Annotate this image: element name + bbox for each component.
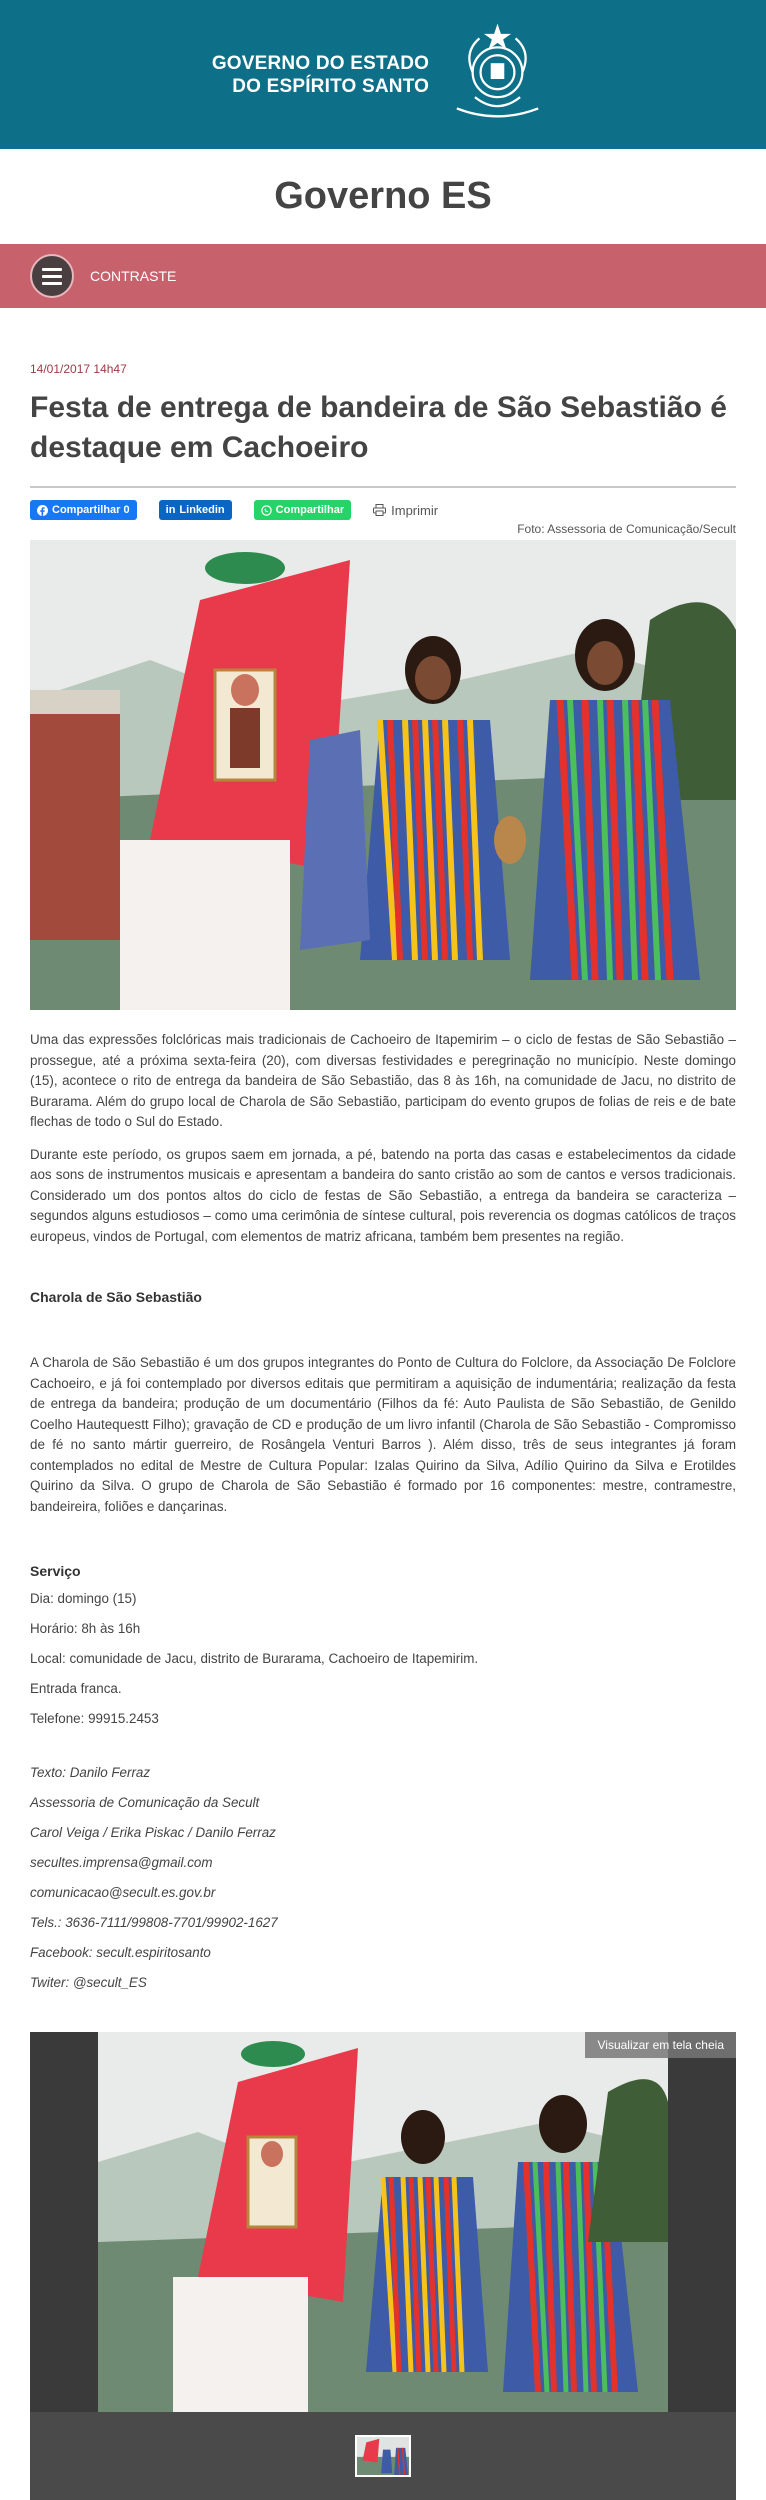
share-toolbar — [30, 500, 736, 520]
credit-twitter: Twiter: @secult_ES — [30, 1975, 147, 1990]
service-location: Local: comunidade de Jacu, distrito de Burarama, Cachoeiro de Itapemirim. — [30, 1651, 479, 1666]
article-title: Festa de entrega de bandeira de São Sebastião é destaque em Cachoeiro — [30, 391, 727, 464]
title-divider — [30, 486, 736, 488]
article-body — [30, 1030, 736, 1247]
paragraph-2: Durante este período, os grupos saem em jornada, a pé, batendo na porta das casas e estabelecimentos da cidade aos sons de instrumentos musicais e apresentam a bandeira do santo cristão ao som de cantos e versos tradicionais. Considerado um dos pontos altos do ciclo de festas de São Sebastião, a entrega da bandeira se caracteriza – segundos alguns estudiosos – como uma cerimônia de síntese cultural, pois reverencia os dogmas católicos de traços europeus, vindos de Portugal, com elementos de matriz africana, também bem presentes na região. — [30, 1146, 736, 1244]
credit-email-2: comunicacao@secult.es.gov.br — [30, 1885, 216, 1900]
whatsapp-icon — [261, 505, 272, 516]
linkedin-icon: in — [165, 504, 176, 516]
festival-photo-illustration — [30, 540, 736, 1010]
contrast-toggle[interactable]: CONTRASTE — [90, 268, 177, 284]
photo-gallery — [30, 2032, 736, 2500]
hamburger-icon[interactable] — [30, 254, 74, 298]
credit-email-1: secultes.imprensa@gmail.com — [30, 1855, 213, 1870]
state-government-logo-text[interactable] — [212, 52, 429, 98]
facebook-share-label: Compartilhar 0 — [52, 504, 130, 516]
linkedin-share-label: Linkedin — [179, 504, 225, 516]
site-title[interactable]: Governo ES — [274, 175, 492, 217]
service-entry: Entrada franca. — [30, 1681, 122, 1696]
facebook-icon — [37, 505, 48, 516]
service-day: Dia: domingo (15) — [30, 1591, 137, 1606]
gallery-thumbnail-strip — [30, 2412, 736, 2500]
credit-author: Texto: Danilo Ferraz — [30, 1765, 151, 1780]
credit-phones: Tels.: 3636-7111/99808-7701/99902-1627 — [30, 1915, 278, 1930]
gallery-thumbnail[interactable] — [355, 2435, 411, 2477]
facebook-share-button[interactable] — [30, 500, 137, 520]
service-heading: Serviço — [30, 1563, 81, 1579]
coat-of-arms-icon[interactable] — [441, 18, 554, 131]
article — [0, 362, 766, 2500]
charola-body — [30, 1353, 736, 1517]
whatsapp-share-label: Compartilhar — [275, 504, 345, 516]
credit-facebook: Facebook: secult.espiritosanto — [30, 1945, 211, 1960]
gallery-photo-illustration — [98, 2032, 668, 2412]
accessibility-bar — [0, 244, 766, 308]
article-credits — [30, 1763, 736, 1993]
linkedin-share-button[interactable] — [159, 500, 232, 520]
credit-names: Carol Veiga / Erika Piskac / Danilo Ferraz — [30, 1825, 276, 1840]
publish-date: 14/01/2017 14h47 — [30, 362, 127, 376]
photo-credit: Foto: Assessoria de Comunicação/Secult — [517, 522, 736, 536]
section-heading-charola: Charola de São Sebastião — [30, 1289, 202, 1305]
service-time: Horário: 8h às 16h — [30, 1621, 141, 1636]
thumbnail-illustration — [357, 2437, 409, 2475]
service-phone: Telefone: 99915.2453 — [30, 1711, 159, 1726]
whatsapp-share-button[interactable] — [254, 500, 351, 520]
article-main-photo[interactable] — [30, 540, 736, 1010]
printer-icon — [373, 504, 386, 516]
print-button[interactable] — [373, 503, 438, 518]
gov-line-2: DO ESPÍRITO SANTO — [232, 75, 430, 97]
credit-office: Assessoria de Comunicação da Secult — [30, 1795, 260, 1810]
gov-line-1: GOVERNO DO ESTADO — [211, 52, 430, 74]
site-header — [0, 0, 766, 149]
paragraph-1: Uma das expressões folclóricas mais tradicionais de Cachoeiro de Itapemirim – o ciclo de festas de São Sebastião – prossegue, até a próxima sexta-feira (20), com diversas festividades e peregrinação no município. Neste domingo (15), acontece o rito de entrega da bandeira de São Sebastião, das 8 às 16h, na comunidade de Jacu, no distrito de Burarama. Além do grupo local de Charola de São Sebastião, participam do evento grupos de folias de reis e de bate flechas de todo o Sul do Estado. — [30, 1032, 736, 1129]
charola-paragraph: A Charola de São Sebastião é um dos grupos integrantes do Ponto de Cultura do Folclore, da Associação De Folclore Cachoeiro, e já foi contemplado por diversos editais que permitiram a aquisição de indumentária; realização da festa de entrega da bandeira; produção de um documentário (Filhos da fé: Auto Paulista de São Sebastião, de Genildo Coelho Hautequestt Filho); gravação de CD e produção de um livro infantil (Charola de São Sebastião - Compromisso de fé no santo mártir guerreiro, de Rosângela Venturi Barros ). Além disso, três de seus integrantes já foram contemplados no edital de Mestre de Cultura Popular: Izalas Quirino da Silva, Adílio Quirino da Silva e Erotildes Quirino da Silva. O grupo de Charola de São Sebastião é formado por 16 componentes: mestre, contramestre, bandeireira, foliões e dançarinas. — [30, 1355, 736, 1514]
gallery-main-image[interactable] — [98, 2032, 668, 2412]
fullscreen-button[interactable]: Visualizar em tela cheia — [585, 2032, 736, 2058]
print-label: Imprimir — [391, 502, 439, 518]
